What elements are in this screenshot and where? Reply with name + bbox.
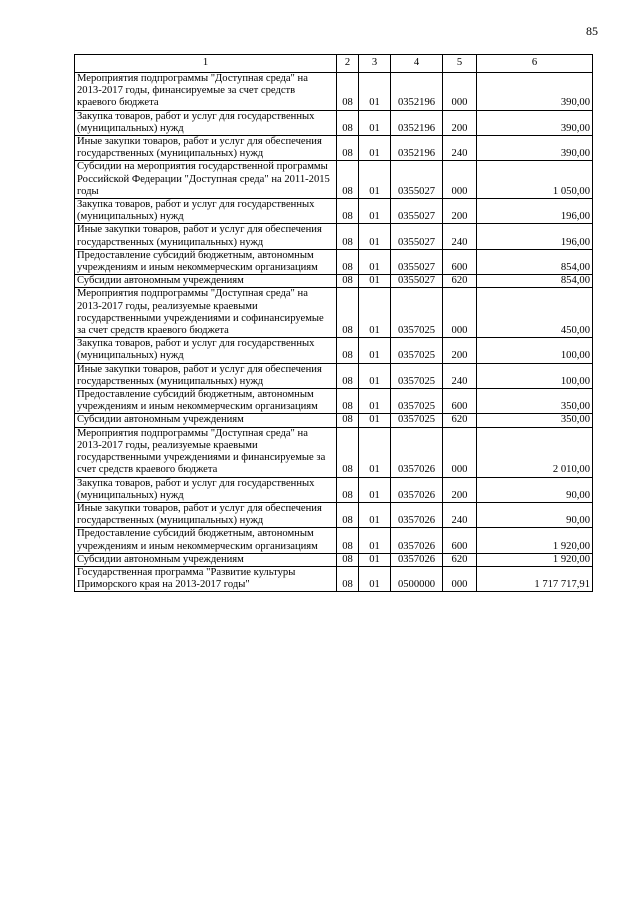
amount-cell: 350,00: [477, 389, 593, 414]
subsection-code-cell: 01: [359, 73, 391, 111]
table-row: [75, 566, 593, 591]
subsection-code-cell: 01: [359, 566, 391, 591]
target-article-cell: 0357026: [391, 477, 443, 502]
target-article-cell: 0355027: [391, 249, 443, 274]
target-article-cell: 0355027: [391, 199, 443, 224]
target-article-cell: 0352196: [391, 136, 443, 161]
section-code-cell: 08: [337, 427, 359, 477]
row-name-cell: Закупка товаров, работ и услуг для государственных (муниципальных) нужд: [75, 338, 337, 363]
expense-type-cell: 000: [443, 73, 477, 111]
expense-type-cell: 240: [443, 224, 477, 249]
target-article-cell: 0357025: [391, 414, 443, 427]
expense-type-cell: 240: [443, 502, 477, 527]
expense-type-cell: 000: [443, 427, 477, 477]
table-row: [75, 528, 593, 553]
table-row: [75, 224, 593, 249]
amount-cell: 350,00: [477, 414, 593, 427]
subsection-code-cell: 01: [359, 199, 391, 224]
section-code-cell: 08: [337, 566, 359, 591]
row-name-cell: Закупка товаров, работ и услуг для государственных (муниципальных) нужд: [75, 110, 337, 135]
section-code-cell: 08: [337, 389, 359, 414]
expense-type-cell: 200: [443, 338, 477, 363]
section-code-cell: 08: [337, 414, 359, 427]
target-article-cell: 0355027: [391, 161, 443, 199]
amount-cell: 1 050,00: [477, 161, 593, 199]
target-article-cell: 0357025: [391, 288, 443, 338]
section-code-cell: 08: [337, 110, 359, 135]
header-cell: 6: [477, 55, 593, 73]
subsection-code-cell: 01: [359, 288, 391, 338]
expense-type-cell: 620: [443, 275, 477, 288]
row-name-cell: Предоставление субсидий бюджетным, автономным учреждениям и иным некоммерческим организациям: [75, 389, 337, 414]
expense-type-cell: 000: [443, 161, 477, 199]
header-cell: 3: [359, 55, 391, 73]
header-cell: 5: [443, 55, 477, 73]
header-cell: 1: [75, 55, 337, 73]
amount-cell: 390,00: [477, 73, 593, 111]
table-row: [75, 414, 593, 427]
amount-cell: 450,00: [477, 288, 593, 338]
target-article-cell: 0355027: [391, 224, 443, 249]
section-code-cell: 08: [337, 363, 359, 388]
subsection-code-cell: 01: [359, 477, 391, 502]
row-name-cell: Закупка товаров, работ и услуг для государственных (муниципальных) нужд: [75, 199, 337, 224]
subsection-code-cell: 01: [359, 427, 391, 477]
target-article-cell: 0357025: [391, 389, 443, 414]
table-row: [75, 249, 593, 274]
section-code-cell: 08: [337, 161, 359, 199]
target-article-cell: 0357026: [391, 427, 443, 477]
subsection-code-cell: 01: [359, 224, 391, 249]
expense-type-cell: 240: [443, 363, 477, 388]
table-row: [75, 199, 593, 224]
subsection-code-cell: 01: [359, 338, 391, 363]
target-article-cell: 0357026: [391, 553, 443, 566]
row-name-cell: Предоставление субсидий бюджетным, автономным учреждениям и иным некоммерческим организациям: [75, 249, 337, 274]
row-name-cell: Мероприятия подпрограммы "Доступная среда" на 2013-2017 годы, финансируемые за счет средств краевого бюджета: [75, 73, 337, 111]
section-code-cell: 08: [337, 199, 359, 224]
target-article-cell: 0352196: [391, 110, 443, 135]
subsection-code-cell: 01: [359, 502, 391, 527]
section-code-cell: 08: [337, 136, 359, 161]
amount-cell: 390,00: [477, 136, 593, 161]
expense-type-cell: 620: [443, 553, 477, 566]
row-name-cell: Субсидии автономным учреждениям: [75, 553, 337, 566]
amount-cell: 854,00: [477, 249, 593, 274]
section-code-cell: 08: [337, 73, 359, 111]
row-name-cell: Государственная программа "Развитие культуры Приморского края на 2013-2017 годы": [75, 566, 337, 591]
subsection-code-cell: 01: [359, 528, 391, 553]
row-name-cell: Мероприятия подпрограммы "Доступная среда" на 2013-2017 годы, реализуемые краевыми государственными учреждениями и софинансируемые за счет средств краевого бюджета: [75, 288, 337, 338]
expense-type-cell: 600: [443, 528, 477, 553]
row-name-cell: Субсидии на мероприятия государственной программы Российской Федерации "Доступная среда" на 2011-2015 годы: [75, 161, 337, 199]
subsection-code-cell: 01: [359, 414, 391, 427]
row-name-cell: Субсидии автономным учреждениям: [75, 275, 337, 288]
expense-type-cell: 620: [443, 414, 477, 427]
subsection-code-cell: 01: [359, 161, 391, 199]
amount-cell: 100,00: [477, 338, 593, 363]
row-name-cell: Субсидии автономным учреждениям: [75, 414, 337, 427]
row-name-cell: Иные закупки товаров, работ и услуг для обеспечения государственных (муниципальных) нужд: [75, 136, 337, 161]
section-code-cell: 08: [337, 275, 359, 288]
amount-cell: 90,00: [477, 477, 593, 502]
header-cell: 4: [391, 55, 443, 73]
target-article-cell: 0355027: [391, 275, 443, 288]
expense-type-cell: 200: [443, 477, 477, 502]
section-code-cell: 08: [337, 528, 359, 553]
section-code-cell: 08: [337, 224, 359, 249]
header-cell: 2: [337, 55, 359, 73]
target-article-cell: 0500000: [391, 566, 443, 591]
row-name-cell: Иные закупки товаров, работ и услуг для обеспечения государственных (муниципальных) нужд: [75, 224, 337, 249]
table-row: [75, 73, 593, 111]
table-row: [75, 477, 593, 502]
amount-cell: 100,00: [477, 363, 593, 388]
expense-type-cell: 000: [443, 566, 477, 591]
amount-cell: 390,00: [477, 110, 593, 135]
page-number: 85: [586, 24, 598, 38]
target-article-cell: 0357025: [391, 363, 443, 388]
amount-cell: 1 717 717,91: [477, 566, 593, 591]
table-row: [75, 110, 593, 135]
table-row: [75, 502, 593, 527]
expense-type-cell: 000: [443, 288, 477, 338]
expense-type-cell: 200: [443, 199, 477, 224]
subsection-code-cell: 01: [359, 389, 391, 414]
table-row: [75, 553, 593, 566]
subsection-code-cell: 01: [359, 553, 391, 566]
row-name-cell: Предоставление субсидий бюджетным, автономным учреждениям и иным некоммерческим организациям: [75, 528, 337, 553]
subsection-code-cell: 01: [359, 249, 391, 274]
row-name-cell: Закупка товаров, работ и услуг для государственных (муниципальных) нужд: [75, 477, 337, 502]
subsection-code-cell: 01: [359, 275, 391, 288]
table-row: [75, 427, 593, 477]
subsection-code-cell: 01: [359, 136, 391, 161]
table-row: [75, 363, 593, 388]
expense-type-cell: 600: [443, 249, 477, 274]
row-name-cell: Иные закупки товаров, работ и услуг для обеспечения государственных (муниципальных) нужд: [75, 363, 337, 388]
subsection-code-cell: 01: [359, 110, 391, 135]
expense-type-cell: 200: [443, 110, 477, 135]
table-row: [75, 136, 593, 161]
section-code-cell: 08: [337, 338, 359, 363]
amount-cell: 196,00: [477, 199, 593, 224]
amount-cell: 90,00: [477, 502, 593, 527]
table-row: [75, 275, 593, 288]
amount-cell: 1 920,00: [477, 553, 593, 566]
table-row: [75, 288, 593, 338]
section-code-cell: 08: [337, 249, 359, 274]
subsection-code-cell: 01: [359, 363, 391, 388]
table-row: [75, 389, 593, 414]
target-article-cell: 0352196: [391, 73, 443, 111]
section-code-cell: 08: [337, 553, 359, 566]
target-article-cell: 0357026: [391, 502, 443, 527]
expense-type-cell: 240: [443, 136, 477, 161]
table-row: [75, 161, 593, 199]
section-code-cell: 08: [337, 477, 359, 502]
row-name-cell: Иные закупки товаров, работ и услуг для обеспечения государственных (муниципальных) нужд: [75, 502, 337, 527]
amount-cell: 2 010,00: [477, 427, 593, 477]
section-code-cell: 08: [337, 288, 359, 338]
row-name-cell: Мероприятия подпрограммы "Доступная среда" на 2013-2017 годы, реализуемые краевыми государственными учреждениями и финансируемые за счет средств краевого бюджета: [75, 427, 337, 477]
budget-table: [74, 54, 593, 592]
target-article-cell: 0357025: [391, 338, 443, 363]
section-code-cell: 08: [337, 502, 359, 527]
expense-type-cell: 600: [443, 389, 477, 414]
target-article-cell: 0357026: [391, 528, 443, 553]
amount-cell: 196,00: [477, 224, 593, 249]
amount-cell: 854,00: [477, 275, 593, 288]
header-row: [75, 55, 593, 73]
amount-cell: 1 920,00: [477, 528, 593, 553]
table-row: [75, 338, 593, 363]
